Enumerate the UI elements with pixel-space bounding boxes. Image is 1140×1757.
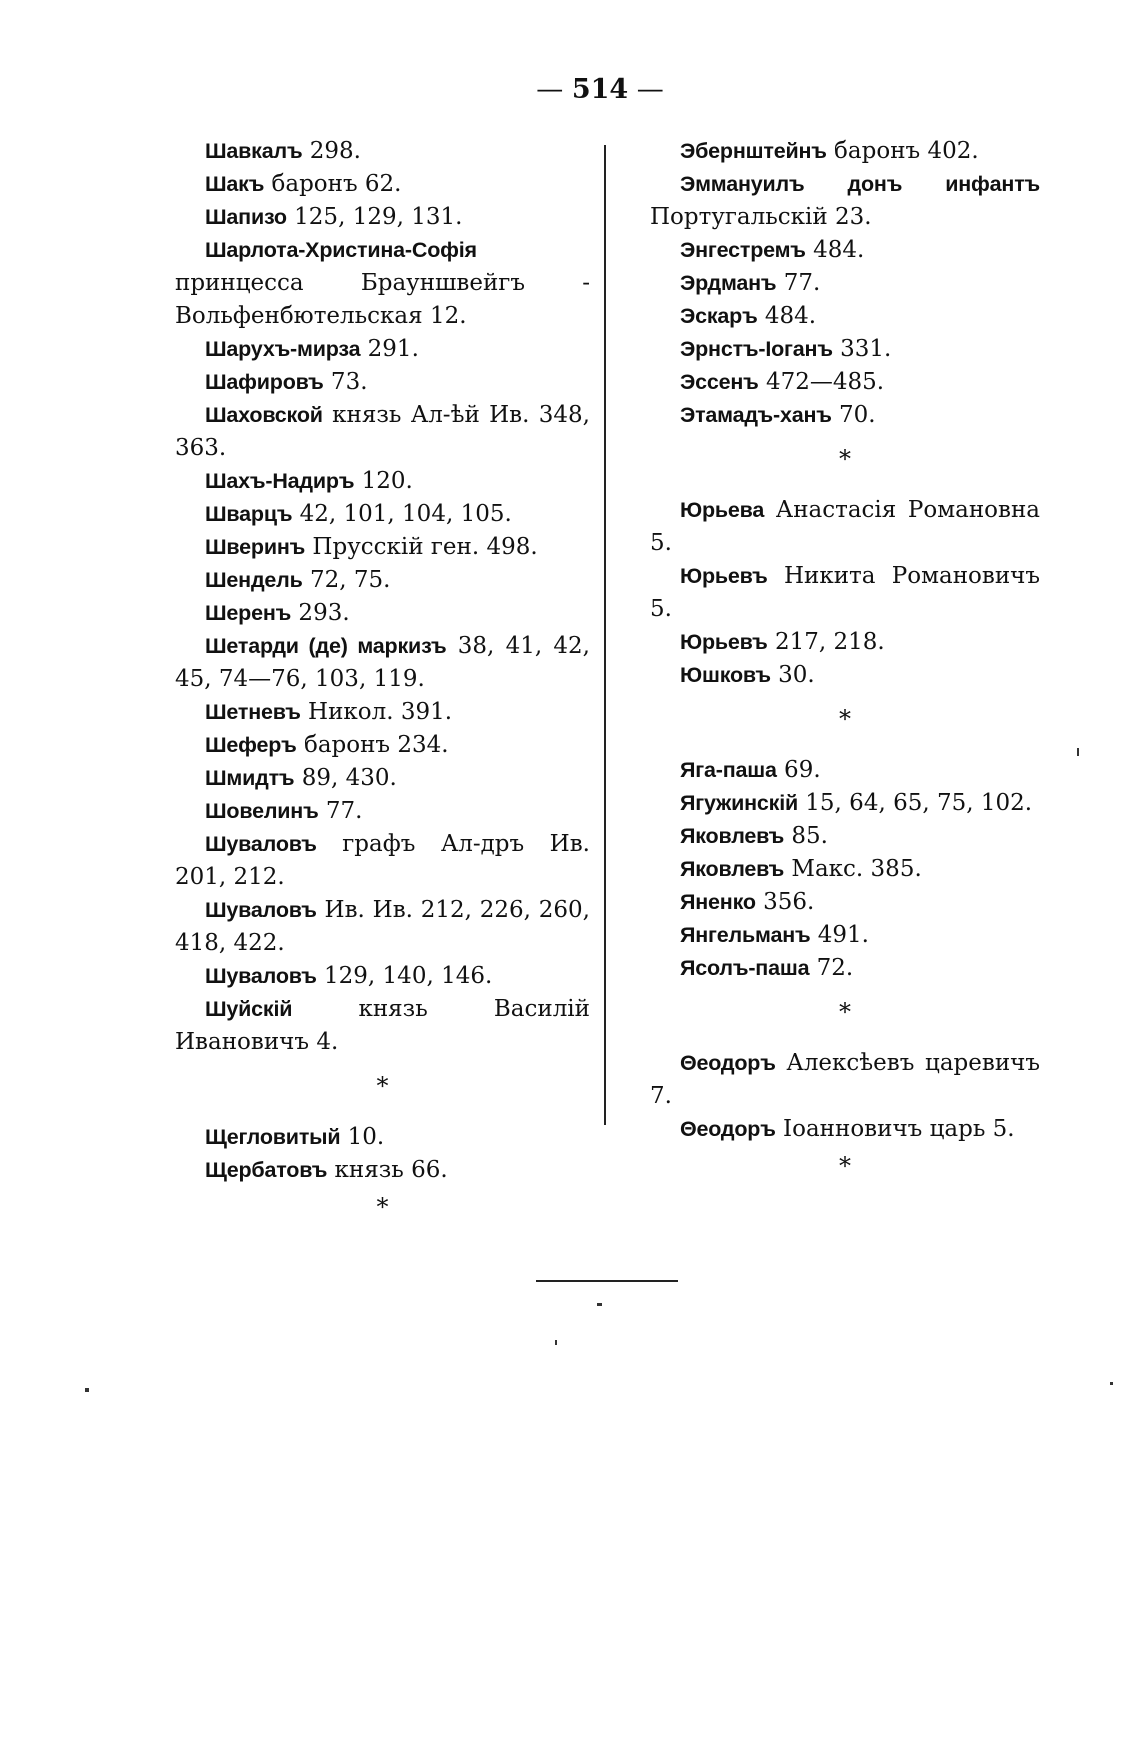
index-entry <box>650 820 1040 853</box>
index-entry <box>650 333 1040 366</box>
entry-details: графъ Ал-дръ Ив. 201, 212. <box>175 831 590 890</box>
entry-details: 42, 101, 104, 105. <box>292 501 512 527</box>
section-separator: * <box>839 705 851 733</box>
entry-name: Шварцъ <box>205 502 293 526</box>
entry-name: Яга-паша <box>680 758 777 782</box>
entry-details: 38, 41, 42, 45, 74—76, 103, 119. <box>175 633 590 692</box>
section-separator: * <box>376 1072 389 1100</box>
entry-details: баронъ 234. <box>296 732 449 758</box>
entry-details: Ив. Ив. 212, 226, 260, 418, 422. <box>175 897 590 956</box>
entry-details: 484. <box>757 303 817 329</box>
index-entry <box>650 267 1040 300</box>
entry-details: баронъ 402. <box>826 138 979 164</box>
entry-name: Θеодоръ <box>680 1117 776 1141</box>
entry-name: Шеренъ <box>205 601 292 625</box>
index-entry <box>650 952 1040 985</box>
entry-details: 30. <box>770 662 815 688</box>
entry-details: Іоанновичъ царь 5. <box>775 1116 1015 1142</box>
entry-name: Щегловитый <box>205 1125 341 1149</box>
index-entry <box>650 234 1040 267</box>
entry-name: Этамадъ-ханъ <box>680 403 832 427</box>
print-speck <box>85 1388 89 1392</box>
page-number-dash-right: — <box>636 74 664 105</box>
entry-name: Юрьевъ <box>680 630 768 654</box>
entry-details: 72, 75. <box>302 567 391 593</box>
print-speck <box>555 1340 557 1345</box>
entry-details: 291. <box>360 336 419 362</box>
index-entry <box>650 366 1040 399</box>
column-divider <box>604 145 606 1125</box>
entry-name: Шетневъ <box>205 700 301 724</box>
entry-details: 491. <box>810 922 869 948</box>
entry-name: Шарухъ-мирза <box>205 337 361 361</box>
entry-details: Анастасія Романовна 5. <box>650 497 1040 556</box>
index-entry <box>175 1154 590 1187</box>
entry-name: Шовелинъ <box>205 799 319 823</box>
index-entry <box>175 465 590 498</box>
index-entry <box>650 626 1040 659</box>
entry-name: Шмидтъ <box>205 766 295 790</box>
entry-name: Шверинъ <box>205 535 306 559</box>
entry-details: 77. <box>318 798 363 824</box>
index-entry <box>650 1047 1040 1113</box>
entry-name: Янгельманъ <box>680 923 811 947</box>
entry-details: Никол. 391. <box>300 699 453 725</box>
index-entry <box>175 960 590 993</box>
entry-details: 356. <box>755 889 815 915</box>
entry-name: Шетарди (де) маркизъ <box>205 634 447 658</box>
entry-details: 89, 430. <box>294 765 397 791</box>
index-entry <box>650 494 1040 560</box>
entry-details: Алексѣевъ царевичъ 7. <box>650 1050 1040 1109</box>
entry-details: Португальскій 23. <box>650 204 872 230</box>
entry-details: 77. <box>776 270 821 296</box>
index-entry <box>175 168 590 201</box>
index-entry <box>650 168 1040 234</box>
page-number-value: 514 <box>571 74 629 105</box>
entry-name: Θеодоръ <box>680 1051 776 1075</box>
section-separator: * <box>839 998 851 1026</box>
entry-name: Шуйскій <box>205 997 293 1021</box>
page-number <box>0 74 1140 105</box>
entry-name: Яненко <box>680 890 756 914</box>
entry-details: 217, 218. <box>767 629 885 655</box>
print-speck <box>1077 748 1079 756</box>
index-entry <box>650 300 1040 333</box>
index-entry <box>175 531 590 564</box>
page-number-dash-left: — <box>536 74 564 105</box>
index-entry <box>650 1113 1040 1146</box>
entry-details: 70. <box>831 402 876 428</box>
section-separator: * <box>376 1193 389 1221</box>
index-entry <box>650 853 1040 886</box>
section-separator: * <box>839 1152 851 1180</box>
entry-name: Шапизо <box>205 205 287 229</box>
entry-details: князь Василій Ивановичъ 4. <box>175 996 590 1055</box>
entry-name: Шаховской <box>205 403 323 427</box>
entry-name: Эссенъ <box>680 370 759 394</box>
entry-name: Шуваловъ <box>205 964 317 988</box>
entry-details: принцесса Брауншвейгъ - Вольфенбютельская 12. <box>175 270 590 329</box>
entry-details: 85. <box>784 823 828 849</box>
index-entry <box>175 696 590 729</box>
index-entry <box>175 201 590 234</box>
print-speck <box>1110 1382 1113 1385</box>
index-entry <box>175 333 590 366</box>
entry-name: Шуваловъ <box>205 898 317 922</box>
entry-details: Макс. 385. <box>784 856 922 882</box>
index-entry <box>175 234 590 333</box>
entry-name: Шафировъ <box>205 370 324 394</box>
index-entry <box>650 560 1040 626</box>
entry-details: 72. <box>809 955 854 981</box>
index-entry <box>175 399 590 465</box>
entry-details: 331. <box>832 336 892 362</box>
index-entry <box>175 630 590 696</box>
entry-details: 120. <box>354 468 413 494</box>
entry-name: Шендель <box>205 568 303 592</box>
entry-details: князь Ал-ѣй Ив. 348, 363. <box>175 402 590 461</box>
entry-details: 472—485. <box>758 369 885 395</box>
entry-name: Юшковъ <box>680 663 771 687</box>
index-entry <box>650 886 1040 919</box>
entry-details: 293. <box>291 600 350 626</box>
index-entry <box>175 135 590 168</box>
index-entry <box>175 498 590 531</box>
index-entry <box>175 366 590 399</box>
index-entry <box>175 828 590 894</box>
index-entry <box>650 919 1040 952</box>
entry-name: Щербатовъ <box>205 1158 328 1182</box>
entry-name: Шакъ <box>205 172 265 196</box>
entry-details: баронъ 62. <box>264 171 402 197</box>
entry-name: Юрьевъ <box>680 564 768 588</box>
index-entry <box>650 754 1040 787</box>
left-column <box>175 135 590 1227</box>
entry-details: Прусскій ген. 498. <box>305 534 538 560</box>
entry-name: Шарлота-Христина-Софія <box>205 238 477 262</box>
index-entry <box>650 399 1040 432</box>
right-column <box>650 135 1040 1186</box>
entry-name: Эскаръ <box>680 304 758 328</box>
index-entry <box>175 894 590 960</box>
entry-name: Шахъ-Надиръ <box>205 469 355 493</box>
entry-details: 125, 129, 131. <box>286 204 463 230</box>
index-entry <box>650 787 1040 820</box>
entry-details: 69. <box>776 757 821 783</box>
index-entry <box>650 135 1040 168</box>
entry-name: Шавкалъ <box>205 139 303 163</box>
index-entry <box>650 659 1040 692</box>
entry-details: 15, 64, 65, 75, 102. <box>797 790 1033 816</box>
index-entry <box>175 762 590 795</box>
entry-details: 484. <box>805 237 865 263</box>
entry-name: Эбернштейнъ <box>680 139 827 163</box>
entry-name: Эрнстъ-Іоганъ <box>680 337 833 361</box>
entry-name: Эммануилъ донъ инфантъ <box>680 172 1040 196</box>
entry-details: 298. <box>302 138 361 164</box>
entry-name: Шеферъ <box>205 733 297 757</box>
entry-details: 10. <box>340 1124 385 1150</box>
end-rule <box>536 1280 678 1282</box>
entry-details: 73. <box>323 369 368 395</box>
entry-details: князь 66. <box>327 1157 448 1183</box>
index-entry <box>175 1121 590 1154</box>
entry-name: Яковлевъ <box>680 857 785 881</box>
section-separator: * <box>839 445 851 473</box>
entry-details: 129, 140, 146. <box>316 963 493 989</box>
index-entry <box>175 729 590 762</box>
entry-details: Никита Романовичъ 5. <box>650 563 1040 622</box>
entry-name: Ягужинскій <box>680 791 798 815</box>
entry-name: Ясолъ-паша <box>680 956 810 980</box>
print-speck <box>597 1303 602 1306</box>
entry-name: Шуваловъ <box>205 832 317 856</box>
entry-name: Энгестремъ <box>680 238 806 262</box>
entry-name: Эрдманъ <box>680 271 777 295</box>
index-entry <box>175 564 590 597</box>
entry-name: Юрьева <box>680 498 765 522</box>
index-entry <box>175 993 590 1059</box>
index-entry <box>175 795 590 828</box>
entry-name: Яковлевъ <box>680 824 785 848</box>
index-entry <box>175 597 590 630</box>
